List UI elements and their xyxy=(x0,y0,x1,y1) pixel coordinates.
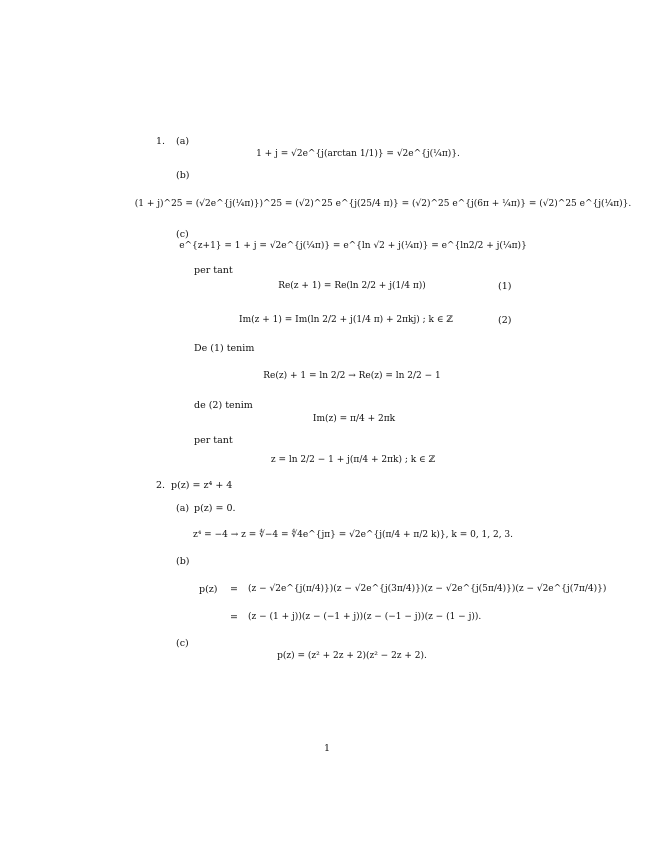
text-2a: p(z) = 0. xyxy=(194,503,236,514)
page-number: 1 xyxy=(323,743,331,754)
equation-z-result: z = ln 2/2 − 1 + j(π/4 + 2πk) ; k ∈ ℤ xyxy=(270,455,436,465)
text-per-tant-1: per tant xyxy=(194,265,233,276)
equation-1c-main: e^{z+1} = 1 + j = √2e^{j(¼π)} = e^{ln √2 + j(¼π)} = e^{ln2/2 + j(¼π)} xyxy=(179,241,527,251)
part-label-1c: (c) xyxy=(176,229,189,240)
equation-2b-lhs: p(z) xyxy=(199,584,218,595)
equation-im-z: Im(z) = π/4 + 2πk xyxy=(312,414,396,424)
equation-tag-1: (1) xyxy=(498,281,512,292)
equation-2b-equals-1: = xyxy=(230,584,238,595)
equation-1a: 1 + j = √2e^{j(arctan 1/1)} = √2e^{j(¼π)}. xyxy=(256,149,460,159)
equation-2b-row-1: (z − √2e^{j(π/4)})(z − √2e^{j(3π/4)})(z − √2e^{j(5π/4)})(z − √2e^{j(7π/4)}) xyxy=(248,584,607,594)
text-de-2-temin: de (2) tenim xyxy=(194,400,253,411)
part-label-2a: (a) xyxy=(176,503,190,514)
part-label-2b: (b) xyxy=(176,556,190,567)
equation-tag-2: (2) xyxy=(498,315,512,326)
part-label-2c: (c) xyxy=(176,638,189,649)
equation-2b-equals-2: = xyxy=(230,612,238,623)
equation-1b: (1 + j)^25 = (√2e^{j(¼π)})^25 = (√2)^25 e^{j(25/4 π)} = (√2)^25 e^{j(6π + ¼π)} = (√2)^25 e^{j(¼π)}. xyxy=(134,199,632,209)
equation-2a: z⁴ = −4 → z = ∜−4 = ∜4e^{jπ} = √2e^{j(π/4 + π/2 k)}, k = 0, 1, 2, 3. xyxy=(192,530,514,540)
equation-im-z-plus-1: Im(z + 1) = Im(ln 2/2 + j(1/4 π) + 2πkj) ; k ∈ ℤ xyxy=(239,315,453,325)
text-per-tant-2: per tant xyxy=(194,435,233,446)
part-label-1a: (a) xyxy=(176,136,190,147)
equation-2b-row-2: (z − (1 + j))(z − (−1 + j))(z − (−1 − j))(z − (1 − j)). xyxy=(248,612,482,622)
equation-re-z-plus-1: Re(z + 1) = Re(ln 2/2 + j(1/4 π)) xyxy=(278,281,426,291)
text-de-1-tenim: De (1) tenim xyxy=(194,343,255,354)
equation-2c: p(z) = (z² + 2z + 2)(z² − 2z + 2). xyxy=(277,651,427,661)
equation-re-z: Re(z) + 1 = ln 2/2 → Re(z) = ln 2/2 − 1 xyxy=(263,371,441,381)
item-heading-2: p(z) = z⁴ + 4 xyxy=(171,480,233,491)
item-number-1: 1. xyxy=(156,136,166,147)
part-label-1b: (b) xyxy=(176,170,190,181)
item-number-2: 2. xyxy=(156,480,166,491)
